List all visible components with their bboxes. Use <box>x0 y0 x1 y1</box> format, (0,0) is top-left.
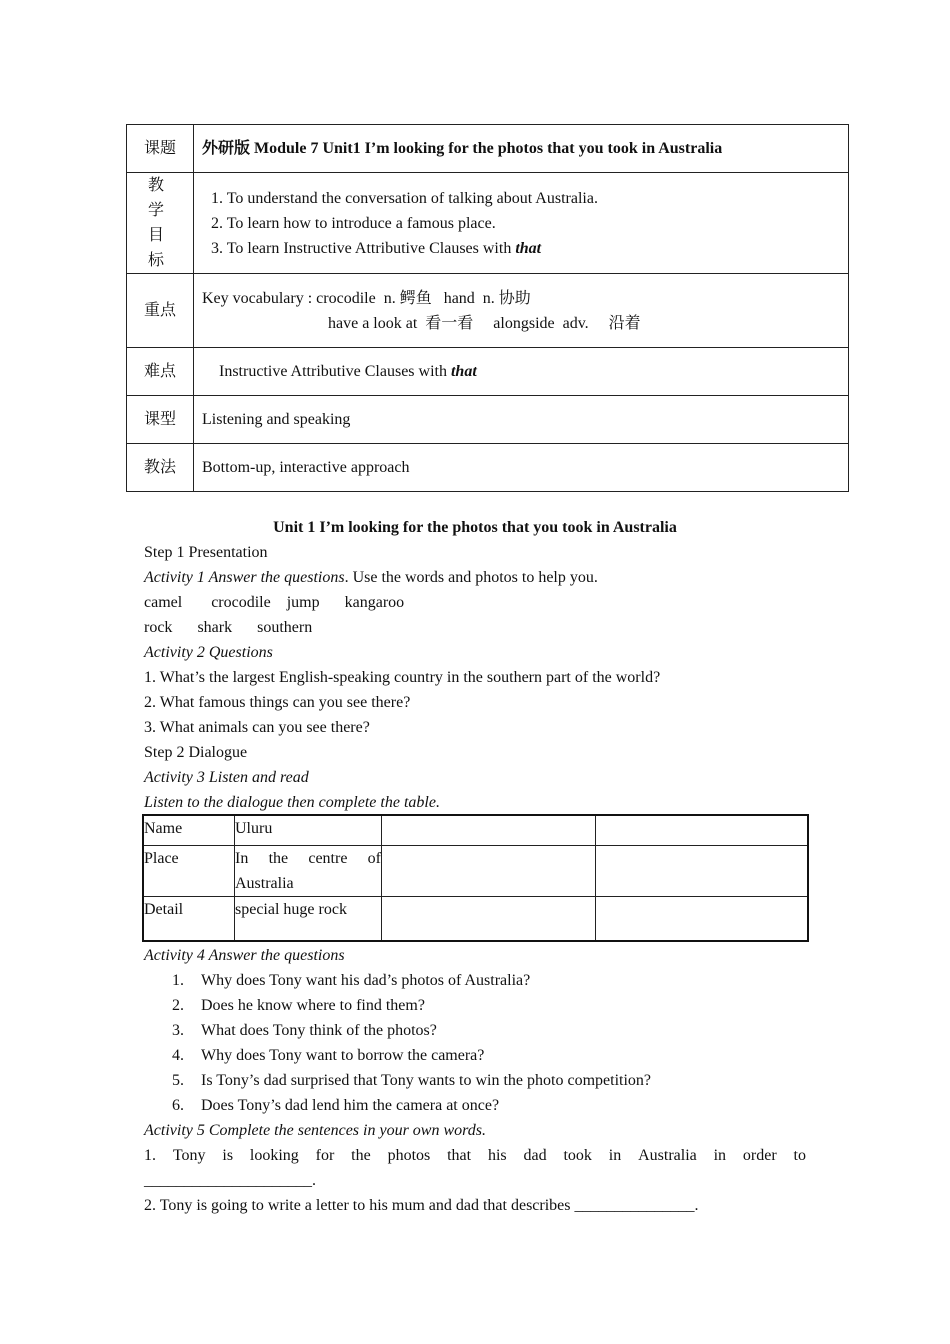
label: 教 学 目 标 <box>127 173 194 274</box>
question-number: 1. <box>172 972 184 989</box>
row-difficulty: 难点 Instructive Attributive Clauses with that <box>127 348 849 396</box>
question-text: Is Tony’s dad surprised that Tony wants to win the photo competition? <box>201 1072 652 1089</box>
word: dad <box>523 1147 547 1164</box>
step1: Step 1 Presentation <box>144 544 268 561</box>
word: to <box>793 1147 806 1164</box>
vocab-line: Key vocabulary : crocodile n. 鳄鱼 hand n. 协助 <box>202 289 531 307</box>
section-heading: Unit 1 I’m looking for the photos that you took in Australia <box>273 519 677 536</box>
question-text: What does Tony think of the photos? <box>201 1022 437 1039</box>
word: that <box>447 1147 472 1164</box>
label: 教法 <box>127 444 194 492</box>
question: 2. What famous things can you see there? <box>144 694 411 711</box>
lesson-type: Listening and speaking <box>194 396 849 444</box>
question: 1. What’s the largest English-speaking country in the southern part of the world? <box>144 669 661 686</box>
row-key-points <box>127 274 849 348</box>
word: took <box>563 1147 592 1164</box>
question <box>172 1046 484 1066</box>
table-row: Name Uluru <box>143 815 808 845</box>
question-text: Does he know where to find them? <box>201 997 425 1014</box>
question <box>172 1096 499 1116</box>
activity3: Activity 3 Listen and read <box>144 769 309 786</box>
question <box>172 1071 651 1091</box>
word: Australia <box>638 1147 697 1164</box>
word: is <box>222 1147 234 1164</box>
word: Tony <box>172 1147 206 1164</box>
objective: 1. To understand the conversation of talking about Australia. <box>211 189 598 207</box>
sentence-2: 2. Tony is going to write a letter to his mum and dad that describes _______________. <box>144 1197 699 1214</box>
row-lesson-type <box>127 396 849 444</box>
activity2: Activity 2 Questions <box>144 644 273 661</box>
topic-title: 外研版 Module 7 Unit1 I’m looking for the photos that you took in Australia <box>194 125 849 173</box>
word: his <box>487 1147 507 1164</box>
objective: 2. To learn how to introduce a famous place. <box>211 214 496 232</box>
word: 1. <box>144 1147 156 1164</box>
word: in <box>713 1147 727 1164</box>
label: 重点 <box>127 274 194 348</box>
method: Bottom-up, interactive approach <box>194 444 849 492</box>
label: 课题 <box>127 125 194 173</box>
row-method <box>127 444 849 492</box>
question-number: 3. <box>172 1022 184 1039</box>
question-number: 5. <box>172 1072 184 1089</box>
activity3-instruction: Listen to the dialogue then complete the table. <box>144 794 440 811</box>
question <box>172 996 425 1016</box>
word: in <box>608 1147 622 1164</box>
sentence-1 <box>144 1146 806 1166</box>
word: looking <box>249 1147 299 1164</box>
step2: Step 2 Dialogue <box>144 744 248 761</box>
question-number: 6. <box>172 1097 184 1114</box>
row-objectives <box>127 173 849 274</box>
word: for <box>315 1147 335 1164</box>
activity5: Activity 5 Complete the sentences in your own words. <box>144 1122 487 1139</box>
word-list-1: camel crocodile jump kangaroo <box>144 594 405 611</box>
row-topic <box>127 125 849 173</box>
word-list-2: rock shark southern <box>144 619 313 636</box>
lesson-info-table <box>126 124 849 492</box>
question-text: Why does Tony want his dad’s photos of Australia? <box>201 972 531 989</box>
activity1: Activity 1 Answer the questions. Use the words and photos to help you. <box>144 569 598 586</box>
table-row: Place In the centre of Australia <box>143 845 808 896</box>
question-text: Why does Tony want to borrow the camera? <box>201 1047 485 1064</box>
label: 难点 <box>127 348 194 396</box>
table-row: Detail special huge rock <box>143 896 808 941</box>
label: 课型 <box>127 396 194 444</box>
question-number: 2. <box>172 997 184 1014</box>
word: order <box>742 1147 777 1164</box>
activity4: Activity 4 Answer the questions <box>144 947 345 964</box>
sentence-1-blank[interactable]: _____________________. <box>144 1172 316 1189</box>
question: 3. What animals can you see there? <box>144 719 370 736</box>
question-text: Does Tony’s dad lend him the camera at once? <box>201 1097 500 1114</box>
dialogue-table <box>142 814 809 942</box>
word: photos <box>387 1147 431 1164</box>
objective: 3. To learn Instructive Attributive Clauses with that <box>211 239 542 257</box>
vocab-line: have a look at 看一看 alongside adv. 沿着 <box>328 314 641 332</box>
word: the <box>351 1147 371 1164</box>
question <box>172 971 530 991</box>
question-number: 4. <box>172 1047 184 1064</box>
question <box>172 1021 437 1041</box>
